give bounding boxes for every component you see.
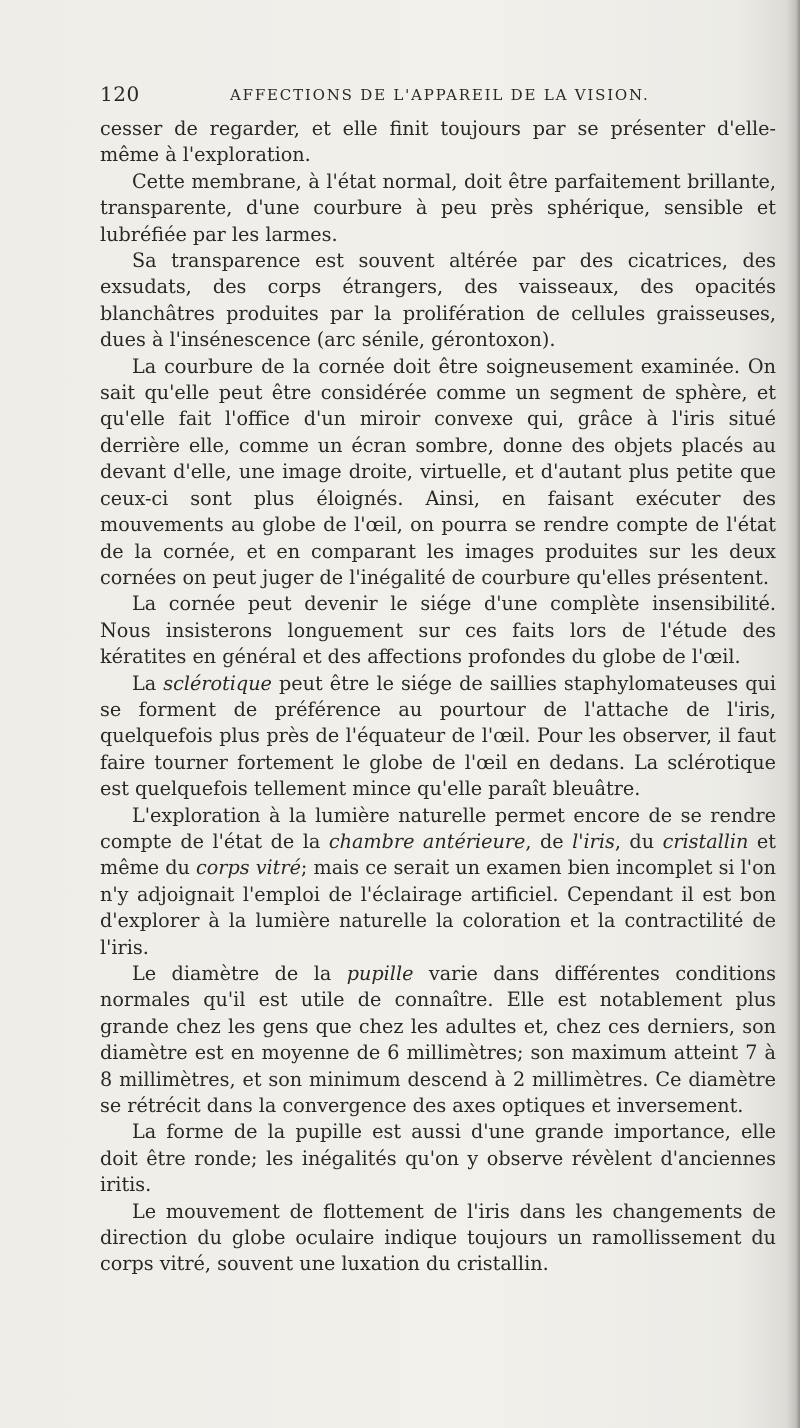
paragraph-2: Cette membrane, à l'état normal, doit être parfaitement brillante, transparente, d'une courbure à peu près sphérique, sensible et lubréfiée par les larmes. [100, 169, 776, 246]
paragraph-3: Sa transparence est souvent altérée par des cicatrices, des exsudats, des corps étrangers, des vaisseaux, des opacités blanchâtres produites par la prolifération de cellules graisseuses, dues à l'insénescence (arc sénile, gérontoxon). [100, 249, 776, 352]
paragraph-7: L'exploration à la lumière naturelle permet encore de se rendre compte de l'état de la chambre antérieure, de l'iris, du cristallin et même du corps vitré; mais ce serait un examen bien incomplet si l'on n'y adjoignait l'emploi de l'éclairage artificiel. Cependant il est bon d'explorer à la lumière naturelle la coloration et la contractilité de l'iris. [100, 803, 776, 959]
page-header [100, 82, 760, 112]
italic-term: chambre antérieure [328, 829, 526, 853]
italic-term: l'iris [572, 829, 615, 853]
paragraph-6: La sclérotique peut être le siége de saillies staphylomateuses qui se forment de préférence au pourtour de l'attache de l'iris, quelquefois plus près de l'équateur de l'œil. Pour les observer, il faut faire tourner fortement le globe de l'œil en dedans. La sclérotique est quelquefois tellement mince qu'elle paraît bleuâtre. [100, 671, 777, 801]
page-body [100, 116, 776, 1278]
italic-term: pupille [346, 962, 414, 985]
paragraph-10: Le mouvement de flottement de l'iris dans les changements de direction du globe oculaire indique toujours un ramollissement du corps vitré, souvent une luxation du cristallin. [100, 1199, 776, 1276]
italic-term: cristallin [662, 829, 749, 853]
running-head: AFFECTIONS DE L'APPAREIL DE LA VISION. [230, 86, 650, 104]
paragraph-5: La cornée peut devenir le siége d'une complète insensibilité. Nous insisterons longuement sur ces faits lors de l'étude des kératites en général et des affections profondes du globe de l'œil. [100, 592, 776, 669]
italic-term: sclérotique [163, 671, 272, 695]
page-number: 120 [100, 82, 140, 106]
paragraph-9: La forme de la pupille est aussi d'une grande importance, elle doit être ronde; les inégalités qu'on y observe révèlent d'anciennes iritis. [100, 1120, 776, 1197]
page-edge-shadow [786, 0, 800, 1428]
paragraph-1: cesser de regarder, et elle finit toujours par se présenter d'elle-même à l'exploration. [100, 117, 776, 167]
paragraph-4: La courbure de la cornée doit être soigneusement examinée. On sait qu'elle peut être considérée comme un segment de sphère, et qu'elle fait l'office d'un miroir convexe qui, grâce à l'iris situé derrière elle, comme un écran sombre, donne des objets placés au devant d'elle, une image droite, virtuelle, et d'autant plus petite que ceux-ci sont plus éloignés. Ainsi, en faisant exécuter des mouvements au globe de l'œil, on pourra se rendre compte de l'état de la cornée, et en comparant les images produites sur les deux cornées on peut juger de l'inégalité de courbure qu'elles présentent. [100, 354, 776, 589]
italic-term: corps vitré [195, 856, 301, 880]
paragraph-8: Le diamètre de la pupille varie dans différentes conditions normales qu'il est utile de connaître. Elle est notablement plus grande chez les gens que chez les adultes et, chez ces derniers, son diamètre est en moyenne de 6 millimètres; son maximum atteint 7 à 8 millimètres, et son minimum descend à 2 millimètres. Ce diamètre se rétrécit dans la convergence des axes optiques et inversement. [100, 962, 776, 1118]
